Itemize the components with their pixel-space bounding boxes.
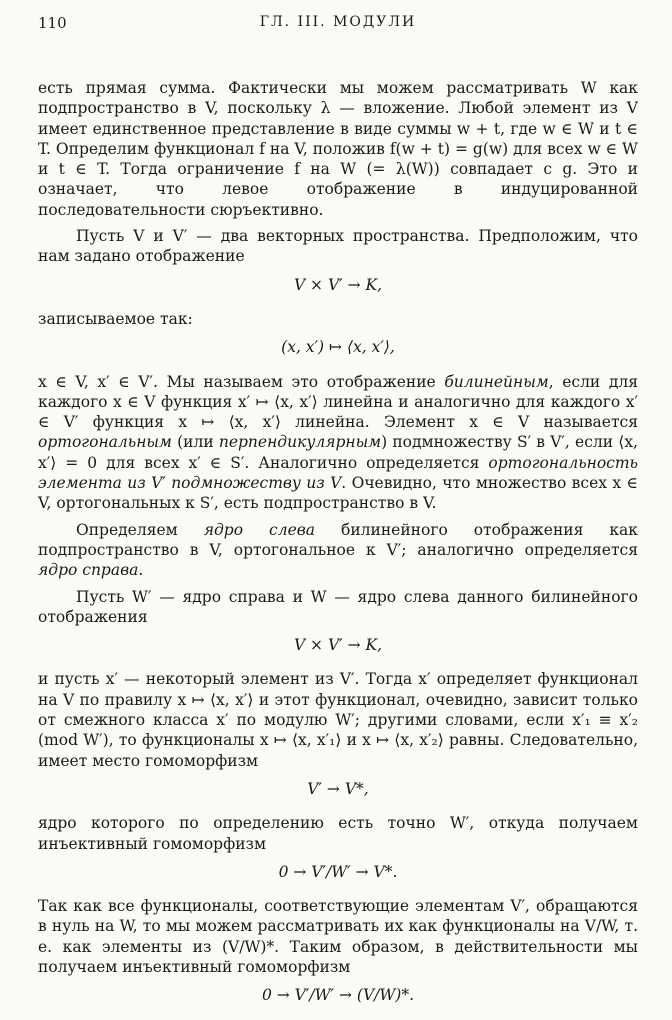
text-span: , если для каждого x ∈ V функция x′ ↦ ⟨x, x′⟩ линейна и аналогично для каждого x′ ∈ V′ функция x ↦ ⟨x, x′⟩ линейна. Элемент x ∈ V называется [38, 372, 639, 432]
paragraph-8: ядро которого по определению есть точно W′, откуда получаем инъективный гомоморфизм [38, 814, 638, 853]
term-bilinear: билинейным [444, 372, 549, 391]
text-span: билинейного отображения как подпространство в V, ортогональное к V′; аналогично определяется [38, 520, 638, 559]
running-title: ГЛ. III. МОДУЛИ [259, 14, 417, 30]
paragraph-7: и пусть x′ — некоторый элемент из V′. Тогда x′ определяет функционал на V по правилу x ↦ ⟨x, x′⟩ и этот функционал, очевидно, зависит только от смежного класса x′ по модулю W′; другими словами, если x′₁ ≡ x′₂ (mod W′), то функционалы x ↦ ⟨x, x′₁⟩ и x ↦ ⟨x, x′₂⟩ равны. Следовательно, имеет место гомоморфизм [38, 670, 638, 770]
text-span: ) подмножеству S′ в V′, если ⟨x, x′⟩ = 0 для всех x′ ∈ S′. Аналогично определяется [38, 433, 638, 472]
page [38, 0, 639, 1005]
text-span: . Очевидно, что множество всех x ∈ V, ортогональных к S′, есть подпространство в V. [38, 474, 638, 513]
paragraph-6: Пусть W′ — ядро справа и W — ядро слева данного билинейного отображения [38, 587, 638, 626]
formula-5: 0 → V′/W′ → V*. [278, 862, 398, 881]
text-span: . [138, 561, 144, 580]
page-number: 110 [38, 14, 67, 32]
page-body [38, 78, 638, 1020]
formula-1: V × V′ → K, [293, 275, 383, 294]
text-span: x ∈ V, x′ ∈ V′. Мы называем это отображение [38, 372, 445, 391]
term-orthogonality: ортогональность элемента из V′ подмножеству из V [38, 453, 638, 493]
paragraph-4 [38, 372, 638, 514]
term-left-kernel: ядро слева [203, 520, 316, 539]
formula-4: V′ → V*, [307, 779, 369, 798]
formula-2: (x, x′) ↦ ⟨x, x′⟩, [281, 338, 395, 357]
paragraph-1: есть прямая сумма. Фактически мы можем рассматривать W как подпространство в V, поскольку λ — вложение. Любой элемент из V имеет единственное представление в виде суммы w + t, где w ∈ W и t ∈ T. Определим функционал f на V, положив f(w + t) = g(w) для всех w ∈ W и t ∈ T. Тогда ограничение f на W (= λ(W)) совпадает с g. Это и означает, что левое отображение в индуцированной последовательности сюръективно. [38, 79, 638, 219]
text-span: Определяем [76, 520, 204, 539]
paragraph-5 [38, 520, 638, 581]
paragraph-9: Так как все функционалы, соответствующие элементам V′, обращаются в нуль на W, то мы можем рассматривать их как функционалы на V/W, т. е. как элементы из (V/W)*. Таким образом, в действительности мы получаем инъективный гомоморфизм [38, 897, 638, 976]
text-span: (или [171, 433, 219, 452]
formula-6: 0 → V′/W′ → (V/W)*. [261, 986, 415, 1005]
term-right-kernel: ядро справа [38, 561, 139, 580]
term-perpendicular: перпендикулярным [218, 433, 382, 452]
term-orthogonal: ортогональным [38, 433, 172, 452]
paragraph-3: записываемое так: [38, 309, 193, 328]
paragraph-2: Пусть V и V′ — два векторных пространства. Предположим, что нам задано отображение [38, 227, 638, 266]
formula-3: V × V′ → K, [293, 636, 383, 655]
page-header [38, 14, 638, 38]
